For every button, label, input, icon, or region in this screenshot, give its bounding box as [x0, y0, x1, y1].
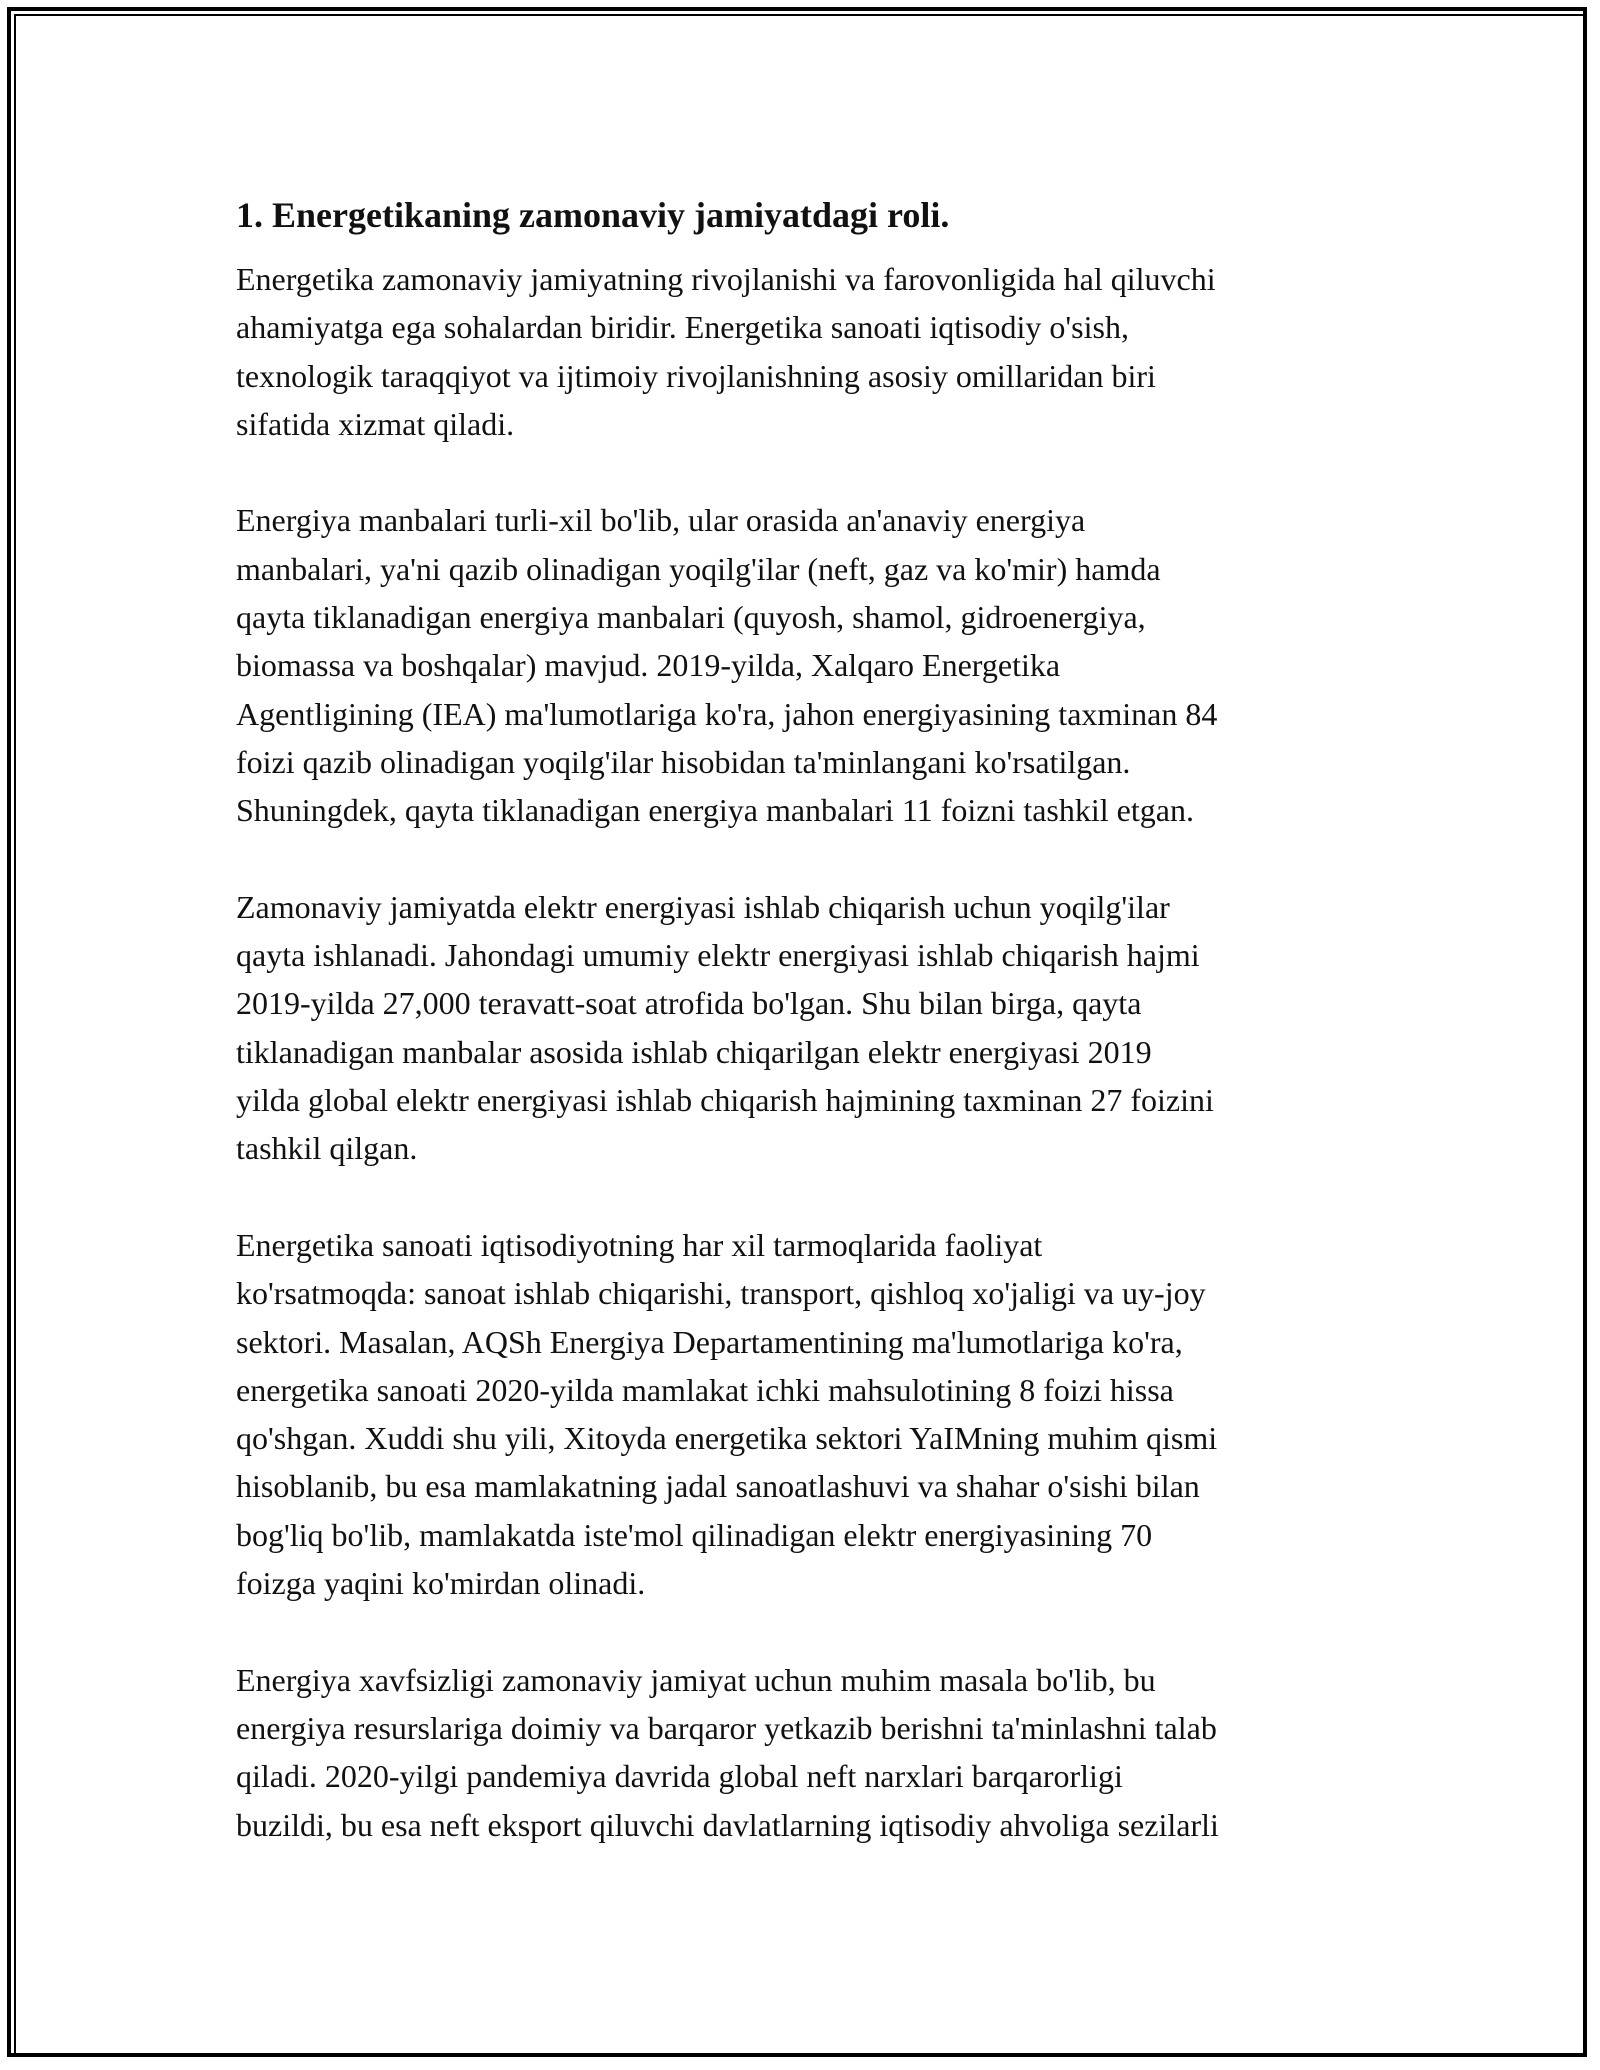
document-body: [236, 187, 1376, 1897]
paragraph-line: energetika sanoati 2020-yilda mamlakat ichki mahsulotining 8 foizi hissa: [236, 1371, 1174, 1408]
paragraph-line: Shuningdek, qayta tiklanadigan energiya manbalari 11 foizni tashkil etgan.: [236, 792, 1194, 829]
paragraph-line: Zamonaviy jamiyatda elektr energiyasi ishlab chiqarish uchun yoqilg'ilar: [236, 888, 1170, 925]
paragraph-line: Energetika sanoati iqtisodiyotning har xil tarmoqlarida faoliyat: [236, 1226, 1043, 1263]
paragraph-line: sektori. Masalan, AQSh Energiya Departamentining ma'lumotlariga ko'ra,: [236, 1323, 1183, 1360]
paragraph-4: [236, 1221, 1376, 1607]
paragraph-line: tashkil qilgan.: [236, 1130, 418, 1167]
paragraph-line: manbalari, ya'ni qazib olinadigan yoqilg'ilar (neft, gaz va ko'mir) hamda: [236, 550, 1161, 587]
paragraph-line: Energetika zamonaviy jamiyatning rivojlanishi va farovonligida hal qiluvchi: [236, 261, 1216, 297]
paragraph-line: energiya resurslariga doimiy va barqaror yetkazib berishni ta'minlashni talab: [236, 1709, 1217, 1746]
paragraph-line: foizi qazib olinadigan yoqilg'ilar hisobidan ta'minlangani ko'rsatilgan.: [236, 743, 1131, 780]
paragraph-line: biomassa va boshqalar) mavjud. 2019-yilda, Xalqaro Energetika: [236, 647, 1061, 684]
paragraph-line: qo'shgan. Xuddi shu yili, Xitoyda energetika sektori YaIMning muhim qismi: [236, 1420, 1218, 1457]
paragraph-line: qiladi. 2020-yilgi pandemiya davrida global neft narxlari barqarorligi: [236, 1758, 1123, 1795]
paragraph-line: yilda global elektr energiyasi ishlab chiqarish hajmining taxminan 27 foizini: [236, 1082, 1214, 1119]
section-heading: 1. Energetikaning zamonaviy jamiyatdagi roli.: [236, 195, 950, 235]
paragraph-line: sifatida xizmat qiladi.: [236, 405, 515, 442]
paragraph-line: foizga yaqini ko'mirdan olinadi.: [236, 1565, 646, 1602]
paragraph-line: bog'liq bo'lib, mamlakatda iste'mol qilinadigan elektr energiyasining 70: [236, 1516, 1153, 1553]
paragraph-line: Energiya xavfsizligi zamonaviy jamiyat uchun muhim masala bo'lib, bu: [236, 1661, 1156, 1698]
paragraph-line: qayta tiklanadigan energiya manbalari (quyosh, shamol, gidroenergiya,: [236, 599, 1146, 636]
paragraph-line: buzildi, bu esa neft eksport qiluvchi davlatlarning iqtisodiy ahvoliga sezilarli: [236, 1806, 1219, 1843]
paragraph-line: ko'rsatmoqda: sanoat ishlab chiqarishi, transport, qishloq xo'jaligi va uy-joy: [236, 1275, 1206, 1312]
paragraph-line: ahamiyatga ega sohalardan biridir. Energetika sanoati iqtisodiy o'sish,: [236, 309, 1129, 346]
paragraph-line: Energiya manbalari turli-xil bo'lib, ular orasida an'anaviy energiya: [236, 502, 1086, 539]
paragraph-line: texnologik taraqqiyot va ijtimoiy rivojlanishning asosiy omillaridan biri: [236, 357, 1156, 394]
paragraph-5: [236, 1656, 1376, 1849]
paragraph-3: [236, 883, 1376, 1173]
paragraph-1: [236, 255, 1376, 448]
paragraph-2: [236, 496, 1376, 834]
paragraph-line: tiklanadigan manbalar asosida ishlab chiqarilgan elektr energiyasi 2019: [236, 1033, 1152, 1070]
paragraph-line: qayta ishlanadi. Jahondagi umumiy elektr energiyasi ishlab chiqarish hajmi: [236, 937, 1200, 974]
paragraph-line: 2019-yilda 27,000 teravatt-soat atrofida bo'lgan. Shu bilan birga, qayta: [236, 985, 1142, 1022]
paragraph-line: hisoblanib, bu esa mamlakatning jadal sanoatlashuvi va shahar o'sishi bilan: [236, 1468, 1200, 1505]
paragraph-line: Agentligining (IEA) ma'lumotlariga ko'ra, jahon energiyasining taxminan 84: [236, 695, 1218, 732]
